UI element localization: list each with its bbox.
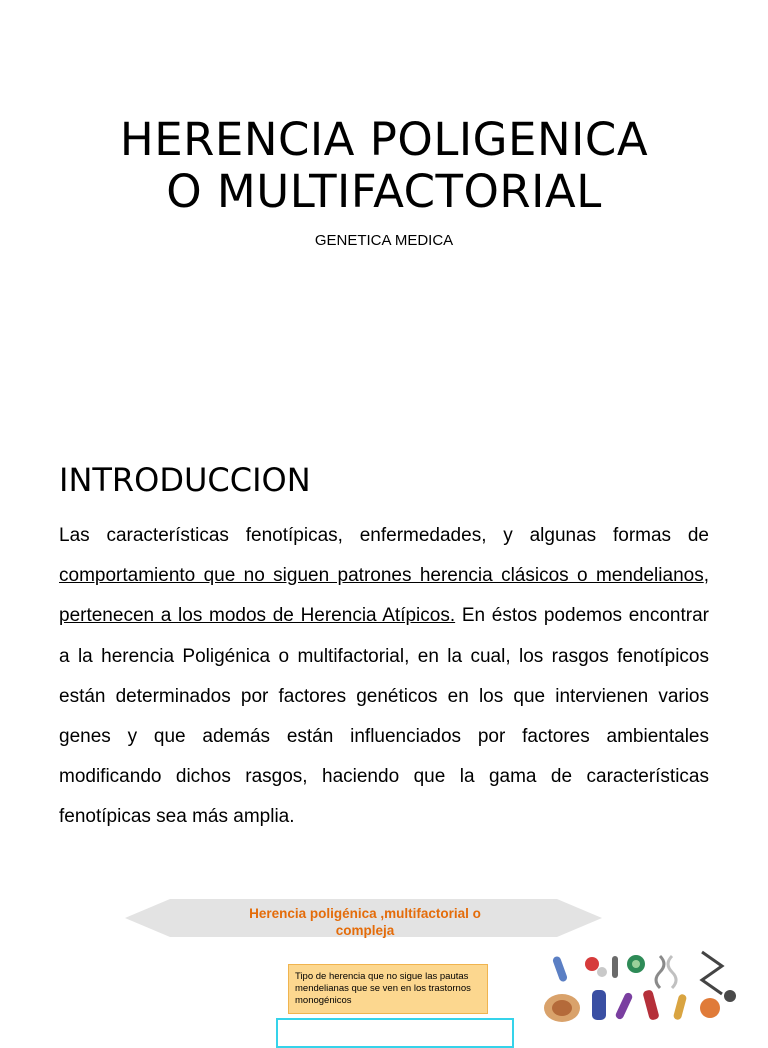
title-line-2: O MULTIFACTORIAL <box>166 165 602 218</box>
title-slide <box>0 0 768 430</box>
paragraph-text-2: , <box>703 565 709 587</box>
concept-diagram <box>0 890 768 1024</box>
definition-box: Tipo de herencia que no sigue las pautas mendelianas que se ven en los trastornos monogénicos <box>288 964 488 1014</box>
teal-outline-box <box>276 1018 514 1048</box>
intro-heading: INTRODUCCION <box>59 461 311 499</box>
banner-title: Herencia poligénica ,multifactorial o compleja <box>249 906 481 938</box>
slide-title <box>40 114 728 218</box>
intro-slide <box>0 430 768 1024</box>
dna-chromosome-icon <box>540 946 740 1026</box>
paragraph-text-3: En éstos podemos encontrar a la herencia Poligénica o multifactorial, en la cual, los rasgos fenotípicos están determinados por factores genéticos en los que intervienen varios genes y que además están influenciados por factores ambientales modificando dichos rasgos, haciendo que la gama de características fenotípicas sea más amplia. <box>59 605 709 828</box>
slide-subtitle: GENETICA MEDICA <box>314 232 454 249</box>
paragraph-text-1: Las características fenotípicas, enfermedades, y algunas formas de <box>59 525 709 546</box>
genetics-illustration <box>540 946 740 1026</box>
underlined-text-1: comportamiento que no siguen patrones herencia clásicos o mendelianos <box>59 565 704 587</box>
diagram-banner <box>125 898 602 938</box>
title-line-1: HERENCIA POLIGENICA <box>119 113 649 166</box>
intro-paragraph <box>59 516 709 838</box>
underlined-text-2: pertenecen a los modos de Herencia Atípicos. <box>59 605 456 627</box>
